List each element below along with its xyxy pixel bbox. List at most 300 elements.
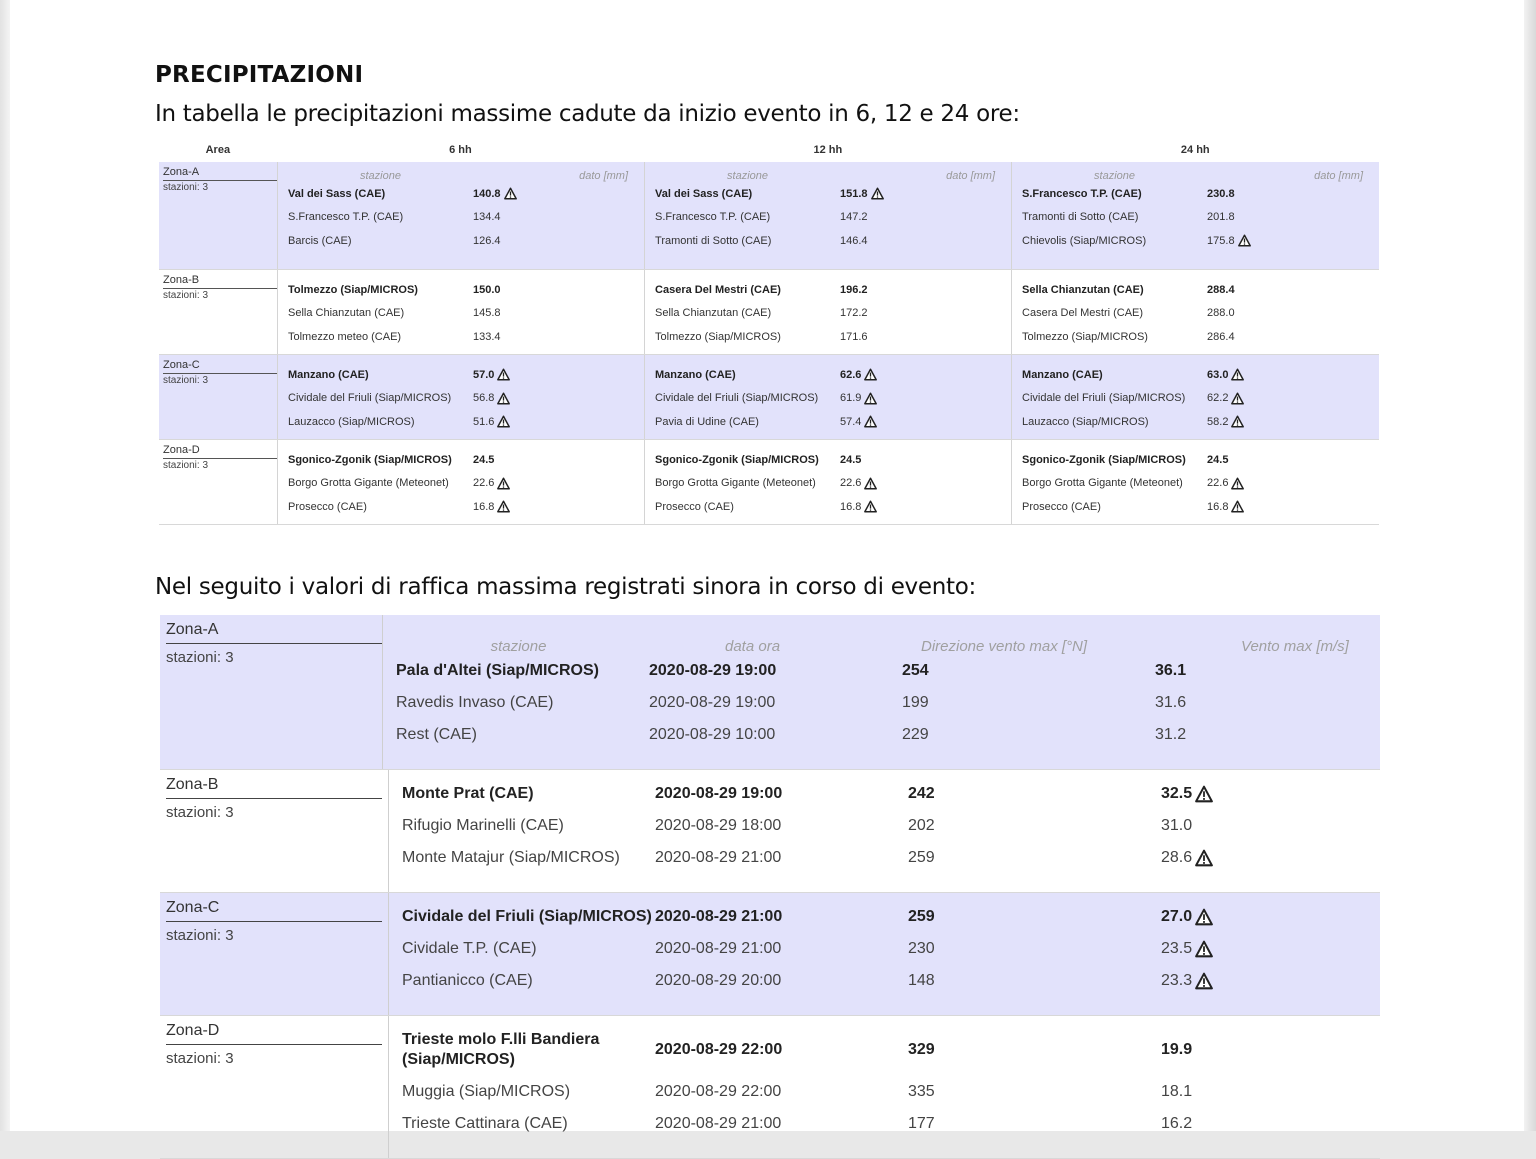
value-text: 24.5 bbox=[840, 453, 862, 466]
period-cell bbox=[1012, 270, 1379, 354]
precip-zone-row bbox=[159, 355, 1379, 440]
station-row bbox=[1022, 229, 1379, 253]
datetime: 2020-08-29 21:00 bbox=[655, 1115, 782, 1132]
warning-icon bbox=[1195, 908, 1213, 926]
value-text: 57.0 bbox=[473, 368, 495, 381]
header-6hh: 6 hh bbox=[449, 143, 472, 156]
warning-icon bbox=[864, 477, 877, 490]
station-value bbox=[840, 284, 920, 296]
caption-value: dato [mm] bbox=[1314, 170, 1363, 182]
value-text: 146.4 bbox=[840, 234, 868, 247]
station-name: Prosecco (CAE) bbox=[288, 500, 367, 513]
speed-text: 19.9 bbox=[1161, 1041, 1193, 1058]
zone-station-count: stazioni: 3 bbox=[166, 649, 234, 666]
speed-text: 31.6 bbox=[1155, 694, 1187, 711]
direction: 335 bbox=[908, 1083, 935, 1100]
station-value bbox=[473, 211, 553, 223]
station-row bbox=[1022, 363, 1379, 387]
zone-station-count: stazioni: 3 bbox=[163, 460, 209, 471]
zone-name: Zona-D bbox=[166, 1022, 382, 1045]
station-row bbox=[655, 325, 1011, 349]
station-value bbox=[1207, 454, 1287, 466]
speed-text: 31.0 bbox=[1161, 817, 1193, 834]
direction: 259 bbox=[908, 849, 935, 866]
value-text: 151.8 bbox=[840, 187, 868, 200]
zone-name: Zona-C bbox=[163, 359, 277, 374]
warning-icon bbox=[871, 187, 884, 200]
spacer bbox=[402, 997, 1380, 1015]
wind-speed bbox=[1161, 940, 1361, 958]
value-text: 196.2 bbox=[840, 283, 868, 296]
warning-icon bbox=[1195, 940, 1213, 958]
station-name: Cividale del Friuli (Siap/MICROS) bbox=[288, 392, 452, 405]
station-row bbox=[288, 472, 644, 496]
station-name: Tolmezzo (Siap/MICROS) bbox=[655, 330, 781, 343]
station-value bbox=[1207, 284, 1287, 296]
station-name: S.Francesco T.P. (CAE) bbox=[288, 211, 404, 224]
station-name: Rest (CAE) bbox=[396, 726, 477, 743]
station-name: Prosecco (CAE) bbox=[655, 500, 734, 513]
station-row bbox=[288, 448, 644, 472]
spacer bbox=[402, 893, 1380, 901]
wind-station-row bbox=[402, 810, 1380, 842]
station-name: Cividale del Friuli (Siap/MICROS) bbox=[402, 908, 652, 925]
spacer bbox=[402, 770, 1380, 778]
station-name: S.Francesco T.P. (CAE) bbox=[655, 211, 771, 224]
spacer bbox=[402, 1140, 1380, 1158]
value-text: 147.2 bbox=[840, 211, 868, 224]
period-cell bbox=[645, 355, 1012, 439]
wind-station-row bbox=[402, 842, 1380, 874]
station-row bbox=[655, 206, 1011, 230]
warning-icon bbox=[1231, 500, 1244, 513]
wind-zone-body bbox=[383, 615, 1441, 769]
station-name: Pala d'Altei (Siap/MICROS) bbox=[396, 662, 599, 679]
station-value bbox=[473, 415, 553, 428]
wind-zone-body bbox=[389, 893, 1380, 1015]
value-text: 172.2 bbox=[840, 307, 868, 320]
zone-name: Zona-B bbox=[166, 776, 382, 799]
station-row bbox=[288, 278, 644, 302]
value-text: 16.8 bbox=[1207, 500, 1229, 513]
datetime: 2020-08-29 19:00 bbox=[649, 662, 777, 679]
page-right-edge bbox=[1524, 0, 1536, 1131]
wind-speed bbox=[1155, 662, 1355, 680]
station-row bbox=[1022, 472, 1379, 496]
wind-station-row bbox=[402, 778, 1380, 810]
station-row bbox=[1022, 495, 1379, 519]
station-value bbox=[473, 392, 553, 405]
spacer bbox=[396, 751, 1441, 769]
caption-station: stazione bbox=[360, 170, 401, 182]
station-value bbox=[473, 454, 553, 466]
station-name: Chievolis (Siap/MICROS) bbox=[1022, 234, 1147, 247]
station-value bbox=[840, 415, 920, 428]
value-text: 175.8 bbox=[1207, 234, 1235, 247]
datetime: 2020-08-29 19:00 bbox=[649, 694, 776, 711]
station-name: Tolmezzo meteo (CAE) bbox=[288, 330, 402, 343]
period-cell bbox=[645, 440, 1012, 524]
column-captions bbox=[288, 162, 644, 182]
station-row bbox=[1022, 206, 1379, 230]
value-text: 134.4 bbox=[473, 211, 501, 224]
zone-cell bbox=[159, 355, 278, 439]
spacer bbox=[1022, 270, 1379, 278]
station-name: Cividale del Friuli (Siap/MICROS) bbox=[655, 392, 819, 405]
warning-icon bbox=[1238, 234, 1251, 247]
station-name: Tolmezzo (Siap/MICROS) bbox=[288, 283, 418, 296]
precipitation-table bbox=[159, 137, 1379, 525]
period-cell bbox=[278, 270, 645, 354]
value-text: 22.6 bbox=[1207, 477, 1229, 490]
wind-speed bbox=[1161, 972, 1361, 990]
station-name: Sella Chianzutan (CAE) bbox=[655, 307, 772, 320]
station-name: Tramonti di Sotto (CAE) bbox=[655, 234, 772, 247]
caption-station: stazione bbox=[727, 170, 768, 182]
wind-zone-body bbox=[389, 770, 1380, 892]
wind-speed bbox=[1161, 785, 1361, 803]
spacer bbox=[288, 270, 644, 278]
station-name: Sgonico-Zgonik (Siap/MICROS) bbox=[1022, 453, 1186, 466]
zone-station-count: stazioni: 3 bbox=[163, 182, 209, 193]
direction: 177 bbox=[908, 1115, 935, 1132]
wind-zone-row bbox=[160, 770, 1380, 893]
warning-icon bbox=[1195, 785, 1213, 803]
station-name: Casera Del Mestri (CAE) bbox=[655, 283, 781, 296]
caption-station: stazione bbox=[490, 638, 547, 655]
speed-text: 36.1 bbox=[1155, 662, 1187, 679]
station-row bbox=[1022, 410, 1379, 434]
station-value bbox=[840, 477, 920, 490]
warning-icon bbox=[504, 187, 517, 200]
value-text: 150.0 bbox=[473, 283, 501, 296]
wind-speed bbox=[1161, 908, 1361, 926]
station-row bbox=[288, 325, 644, 349]
station-value bbox=[473, 368, 553, 381]
value-text: 16.8 bbox=[473, 500, 495, 513]
zone-name: Zona-D bbox=[163, 444, 277, 459]
warning-icon bbox=[1195, 849, 1213, 867]
spacer bbox=[1022, 355, 1379, 363]
wind-station-row bbox=[402, 901, 1380, 933]
period-cell bbox=[1012, 355, 1379, 439]
zone-station-count: stazioni: 3 bbox=[166, 804, 234, 821]
column-captions bbox=[655, 162, 1011, 182]
station-name: Monte Prat (CAE) bbox=[402, 785, 534, 802]
precip-zone-row bbox=[159, 162, 1379, 270]
caption-direction: Direzione vento max [°N] bbox=[921, 638, 1088, 655]
station-row bbox=[655, 410, 1011, 434]
speed-text: 28.6 bbox=[1161, 849, 1193, 866]
station-value bbox=[473, 284, 553, 296]
wind-speed bbox=[1161, 1041, 1361, 1059]
value-text: 63.0 bbox=[1207, 368, 1229, 381]
station-value bbox=[840, 500, 920, 513]
wind-speed bbox=[1155, 726, 1355, 744]
station-name: Trieste Cattinara (CAE) bbox=[402, 1115, 568, 1132]
caption-value: dato [mm] bbox=[579, 170, 629, 182]
value-text: 140.8 bbox=[473, 187, 501, 200]
station-name: Cividale T.P. (CAE) bbox=[402, 940, 537, 957]
precip-header-row bbox=[159, 137, 1379, 162]
station-name: Manzano (CAE) bbox=[1022, 368, 1103, 381]
value-text: 286.4 bbox=[1207, 330, 1235, 343]
column-captions bbox=[1022, 162, 1379, 182]
station-value bbox=[840, 211, 920, 223]
station-name: Pavia di Udine (CAE) bbox=[655, 415, 759, 428]
value-text: 57.4 bbox=[840, 415, 862, 428]
value-text: 288.0 bbox=[1207, 307, 1235, 320]
station-name: Tramonti di Sotto (CAE) bbox=[1022, 211, 1139, 224]
station-row bbox=[655, 229, 1011, 253]
wind-speed bbox=[1155, 694, 1355, 712]
warning-icon bbox=[497, 415, 510, 428]
station-name: Lauzacco (Siap/MICROS) bbox=[288, 415, 415, 428]
warning-icon bbox=[864, 500, 877, 513]
value-text: 56.8 bbox=[473, 392, 495, 405]
station-name: Lauzacco (Siap/MICROS) bbox=[1022, 415, 1149, 428]
station-row bbox=[1022, 448, 1379, 472]
station-name: Casera Del Mestri (CAE) bbox=[1022, 307, 1144, 320]
station-row bbox=[655, 448, 1011, 472]
speed-text: 27.0 bbox=[1161, 908, 1193, 925]
value-text: 16.8 bbox=[840, 500, 862, 513]
station-name: Ravedis Invaso (CAE) bbox=[396, 694, 554, 711]
value-text: 62.6 bbox=[840, 368, 862, 381]
caption-value: dato [mm] bbox=[946, 170, 996, 182]
direction: 148 bbox=[908, 972, 935, 989]
warning-icon bbox=[497, 392, 510, 405]
value-text: 58.2 bbox=[1207, 415, 1229, 428]
value-text: 145.8 bbox=[473, 307, 501, 320]
station-row bbox=[288, 387, 644, 411]
station-row bbox=[288, 229, 644, 253]
period-cell bbox=[278, 162, 645, 269]
station-value bbox=[473, 307, 553, 319]
station-row bbox=[1022, 278, 1379, 302]
warning-icon bbox=[497, 368, 510, 381]
station-row bbox=[288, 302, 644, 326]
wind-station-row bbox=[396, 687, 1441, 719]
station-value bbox=[473, 187, 553, 200]
datetime: 2020-08-29 22:00 bbox=[655, 1083, 782, 1100]
station-row bbox=[288, 182, 644, 206]
wind-station-row bbox=[402, 965, 1380, 997]
zone-name: Zona-A bbox=[163, 166, 277, 181]
spacer bbox=[288, 355, 644, 363]
value-text: 22.6 bbox=[473, 477, 495, 490]
direction: 230 bbox=[908, 940, 935, 957]
station-name: Borgo Grotta Gigante (Meteonet) bbox=[1022, 477, 1183, 490]
warning-icon bbox=[1231, 368, 1244, 381]
station-value bbox=[1207, 307, 1287, 319]
station-name: Borgo Grotta Gigante (Meteonet) bbox=[655, 477, 816, 490]
warning-icon bbox=[864, 368, 877, 381]
zone-station-count: stazioni: 3 bbox=[166, 1050, 234, 1067]
station-name: Sgonico-Zgonik (Siap/MICROS) bbox=[655, 453, 819, 466]
station-value bbox=[1207, 188, 1287, 200]
warning-icon bbox=[864, 415, 877, 428]
speed-text: 23.3 bbox=[1161, 972, 1193, 989]
station-row bbox=[655, 182, 1011, 206]
warning-icon bbox=[1231, 477, 1244, 490]
station-name: Sella Chianzutan (CAE) bbox=[288, 307, 405, 320]
caption-datetime: data ora bbox=[725, 638, 781, 655]
direction: 242 bbox=[908, 785, 935, 802]
zone-station-count: stazioni: 3 bbox=[163, 375, 209, 386]
wind-zone-row bbox=[160, 1016, 1380, 1159]
warning-icon bbox=[1231, 415, 1244, 428]
value-text: 230.8 bbox=[1207, 187, 1235, 200]
station-row bbox=[655, 302, 1011, 326]
header-24hh: 24 hh bbox=[1180, 143, 1210, 156]
station-value bbox=[840, 187, 920, 200]
station-row bbox=[1022, 387, 1379, 411]
value-text: 201.8 bbox=[1207, 211, 1235, 224]
station-value bbox=[840, 307, 920, 319]
station-name: Sella Chianzutan (CAE) bbox=[1022, 283, 1144, 296]
zone-station-count: stazioni: 3 bbox=[163, 290, 209, 301]
period-cell bbox=[278, 355, 645, 439]
station-name: Muggia (Siap/MICROS) bbox=[402, 1083, 571, 1100]
station-name: Manzano (CAE) bbox=[288, 368, 369, 381]
zone-cell bbox=[159, 162, 278, 269]
wind-zone-row bbox=[160, 893, 1380, 1016]
value-text: 288.4 bbox=[1207, 283, 1235, 296]
speed-text: 18.1 bbox=[1161, 1083, 1193, 1100]
zone-cell bbox=[159, 270, 278, 354]
wind-station-row bbox=[402, 933, 1380, 965]
station-value bbox=[1207, 331, 1287, 343]
zone-name: Zona-A bbox=[166, 621, 382, 644]
wind-intro: Nel seguito i valori di raffica massima registrati sinora in corso di evento: bbox=[155, 574, 976, 600]
station-row bbox=[655, 472, 1011, 496]
speed-text: 23.5 bbox=[1161, 940, 1193, 957]
column-captions bbox=[396, 615, 1441, 655]
datetime: 2020-08-29 21:00 bbox=[655, 849, 782, 866]
station-name: Trieste molo F.lli Bandiera (Siap/MICROS) bbox=[402, 1031, 600, 1068]
station-name: Prosecco (CAE) bbox=[1022, 500, 1101, 513]
zone-cell bbox=[160, 770, 389, 892]
value-text: 51.6 bbox=[473, 415, 495, 428]
value-text: 133.4 bbox=[473, 330, 501, 343]
direction: 199 bbox=[902, 694, 929, 711]
station-value bbox=[1207, 392, 1287, 405]
value-text: 24.5 bbox=[1207, 453, 1229, 466]
period-cell bbox=[1012, 440, 1379, 524]
station-row bbox=[1022, 182, 1379, 206]
station-value bbox=[840, 331, 920, 343]
station-row bbox=[655, 495, 1011, 519]
precip-zone-row bbox=[159, 270, 1379, 355]
station-value bbox=[1207, 500, 1287, 513]
warning-icon bbox=[1195, 972, 1213, 990]
period-cell bbox=[278, 440, 645, 524]
zone-cell bbox=[159, 440, 278, 524]
header-12hh: 12 hh bbox=[813, 143, 843, 156]
zone-cell bbox=[160, 893, 389, 1015]
spacer bbox=[402, 1016, 1380, 1024]
wind-zone-row bbox=[160, 615, 1380, 770]
spacer bbox=[1022, 440, 1379, 448]
station-name: S.Francesco T.P. (CAE) bbox=[1022, 187, 1142, 200]
station-row bbox=[288, 206, 644, 230]
station-row bbox=[1022, 325, 1379, 349]
direction: 202 bbox=[908, 817, 935, 834]
station-row bbox=[655, 387, 1011, 411]
warning-icon bbox=[497, 500, 510, 513]
station-value bbox=[840, 392, 920, 405]
period-cell bbox=[645, 162, 1012, 269]
datetime: 2020-08-29 18:00 bbox=[655, 817, 782, 834]
value-text: 126.4 bbox=[473, 234, 501, 247]
station-value bbox=[840, 368, 920, 381]
warning-icon bbox=[497, 477, 510, 490]
datetime: 2020-08-29 22:00 bbox=[655, 1041, 783, 1058]
caption-speed: Vento max [m/s] bbox=[1241, 638, 1349, 655]
header-area: Area bbox=[205, 143, 231, 156]
station-value bbox=[840, 235, 920, 247]
station-name: Val dei Sass (CAE) bbox=[655, 187, 753, 200]
value-text: 24.5 bbox=[473, 453, 495, 466]
station-row bbox=[288, 363, 644, 387]
station-value bbox=[1207, 368, 1287, 381]
wind-station-row bbox=[396, 719, 1441, 751]
warning-icon bbox=[864, 392, 877, 405]
period-cell bbox=[645, 270, 1012, 354]
zone-cell bbox=[160, 615, 383, 769]
period-cell bbox=[1012, 162, 1379, 269]
station-row bbox=[288, 410, 644, 434]
wind-speed bbox=[1161, 817, 1361, 835]
datetime: 2020-08-29 21:00 bbox=[655, 908, 783, 925]
section-heading: PRECIPITAZIONI bbox=[155, 62, 364, 88]
station-name: Monte Matajur (Siap/MICROS) bbox=[402, 849, 620, 866]
datetime: 2020-08-29 10:00 bbox=[649, 726, 776, 743]
station-value bbox=[473, 477, 553, 490]
caption-station: stazione bbox=[1094, 170, 1136, 182]
station-value bbox=[1207, 415, 1287, 428]
precip-intro: In tabella le precipitazioni massime cadute da inizio evento in 6, 12 e 24 ore: bbox=[155, 101, 1020, 127]
station-value bbox=[1207, 477, 1287, 490]
wind-speed bbox=[1161, 1115, 1361, 1133]
station-row bbox=[1022, 302, 1379, 326]
direction: 229 bbox=[902, 726, 929, 743]
wind-speed bbox=[1161, 1083, 1361, 1101]
direction: 259 bbox=[908, 908, 935, 925]
speed-text: 32.5 bbox=[1161, 785, 1193, 802]
station-name: Rifugio Marinelli (CAE) bbox=[402, 817, 564, 834]
station-value bbox=[1207, 211, 1287, 223]
page-left-edge bbox=[0, 0, 10, 1131]
station-name: Borgo Grotta Gigante (Meteonet) bbox=[288, 477, 449, 490]
zone-cell bbox=[160, 1016, 389, 1158]
value-text: 62.2 bbox=[1207, 392, 1229, 405]
station-row bbox=[288, 495, 644, 519]
wind-station-row bbox=[402, 1076, 1380, 1108]
value-text: 22.6 bbox=[840, 477, 862, 490]
station-name: Val dei Sass (CAE) bbox=[288, 187, 386, 200]
wind-station-row bbox=[402, 1024, 1380, 1076]
wind-station-row bbox=[396, 655, 1441, 687]
direction: 329 bbox=[908, 1041, 935, 1058]
value-text: 61.9 bbox=[840, 392, 862, 405]
station-row bbox=[655, 278, 1011, 302]
datetime: 2020-08-29 19:00 bbox=[655, 785, 783, 802]
station-name: Barcis (CAE) bbox=[288, 234, 352, 247]
station-row bbox=[655, 363, 1011, 387]
precip-zone-row bbox=[159, 440, 1379, 525]
